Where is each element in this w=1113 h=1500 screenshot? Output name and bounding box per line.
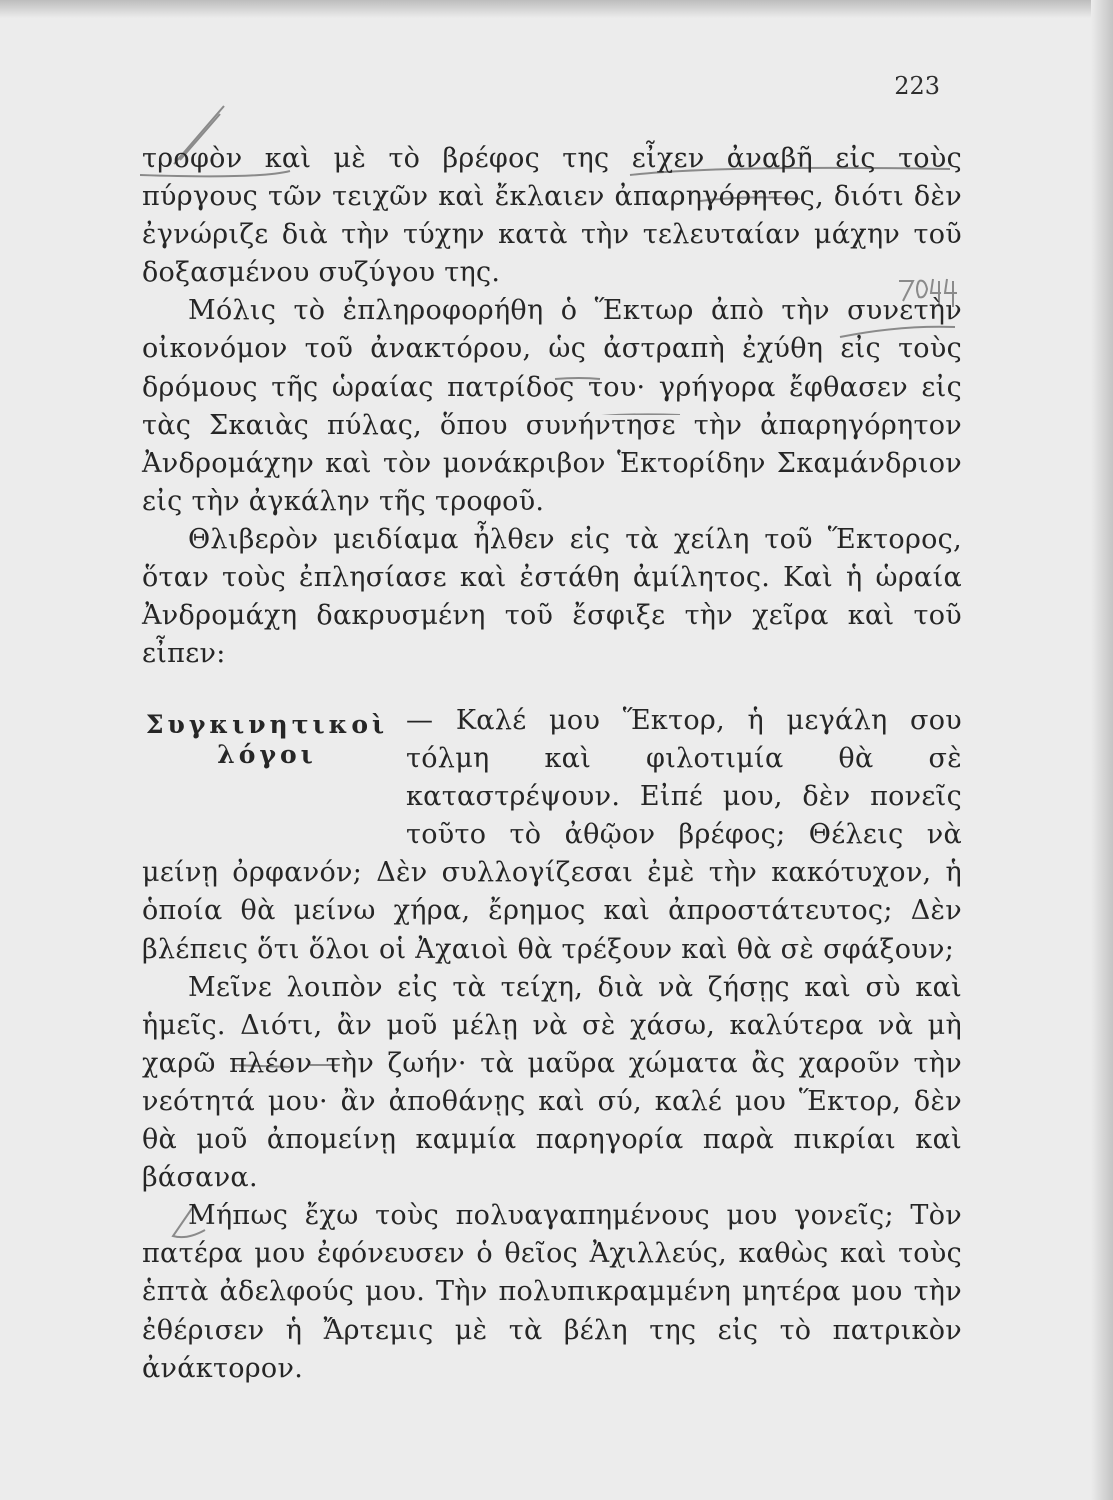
side-heading-line: Συγκινητικοὶ xyxy=(145,710,389,739)
page-number: 223 xyxy=(894,72,940,100)
scan-shadow-right xyxy=(1091,0,1113,1500)
paragraph: Μόλις τὸ ἐπληροφορήθη ὁ Ἕκτωρ ἀπὸ τὴν συνετὴν οἰκονόμον τοῦ ἀνακτόρου, ὡς ἀστραπὴ ἐχύθη εἰς τοὺς δρόμους τῆς ὡραίας πατρίδος του· γρήγορα ἔφθασεν εἰς τὰς Σκαιὰς πύλας, ὅπου συνήντησε τὴν ἀπαρηγόρητον Ἀνδρομάχην καὶ τὸν μονάκριβον Ἑκτορίδην Σκαμάνδριον εἰς τὴν ἀγκάλην τῆς τροφοῦ. xyxy=(142,295,962,517)
side-heading-line: λόγοι xyxy=(217,740,317,769)
side-heading xyxy=(142,702,392,826)
paragraph: τροφὸν καὶ μὲ τὸ βρέφος της εἶχεν ἀναβῆ εἰς τοὺς πύργους τῶν τειχῶν καὶ ἔκλαιεν ἀπαρηγόρητος, διότι δὲν ἐγνώριζε διὰ τὴν τύχην κατὰ τὴν τελευταίαν μάχην τοῦ δοξασμένου συζύγου της. xyxy=(142,143,962,289)
speech-paragraph: Μεῖνε λοιπὸν εἰς τὰ τείχη, διὰ νὰ ζήσῃς καὶ σὺ καὶ ἡμεῖς. Διότι, ἂν μοῦ μέλῃ νὰ σὲ χάσω, καλύτερα νὰ μὴ χαρῶ πλέον τὴν ζωήν· τὰ μαῦρα χώματα ἂς χαροῦν τὴν νεότητά μου· ἂν ἀποθάνῃς καὶ σύ, καλέ μου Ἕκτορ, δὲν θὰ μοῦ ἀπομείνῃ καμμία παρηγορία παρὰ πικρίαι καὶ βάσανα. xyxy=(142,971,962,1194)
text-block-opening xyxy=(142,140,962,673)
text-block-speech xyxy=(142,702,962,1388)
speech-paragraph: — Καλέ μου Ἕκτορ, ἡ μεγάλη σου τόλμη καὶ φιλοτιμία θὰ σὲ καταστρέψουν. Εἰπέ μου, δὲν πονεῖς τοῦτο τὸ ἀθῷον βρέφος; Θέλεις νὰ μείνῃ ὀρφανόν; Δὲν συλλογίζεσαι ἐμὲ τὴν κακότυχον, ἡ ὁποία θὰ μείνω χήρα, ἔρημος καὶ ἀπροστάτευτος; Δὲν βλέπεις ὅτι ὅλοι οἱ Ἀχαιοὶ θὰ τρέξουν καὶ θὰ σὲ σφάξουν; xyxy=(142,705,962,965)
paragraph: Θλιβερὸν μειδίαμα ἦλθεν εἰς τὰ χείλη τοῦ Ἕκτορος, ὅταν τοὺς ἐπλησίασε καὶ ἐστάθη ἀμίλητος. Καὶ ἡ ὡραία Ἀνδρομάχη δακρυσμένη τοῦ ἔσφιξε τὴν χεῖρα καὶ τοῦ εἶπεν: xyxy=(142,523,962,670)
speech-paragraph: Μήπως ἔχω τοὺς πολυαγαπημένους μου γονεῖς; Τὸν πατέρα μου ἐφόνευσεν ὁ θεῖος Ἀχιλλεύς, καθὼς καὶ τοὺς ἑπτὰ ἀδελφούς μου. Τὴν πολυπικραμμένη μητέρα μου τὴν ἐθέρισεν ἡ Ἄρτεμις μὲ τὰ βέλη της εἰς τὸ πατρικὸν ἀνάκτορον. xyxy=(142,1200,962,1384)
scan-shadow-top xyxy=(0,0,1113,18)
